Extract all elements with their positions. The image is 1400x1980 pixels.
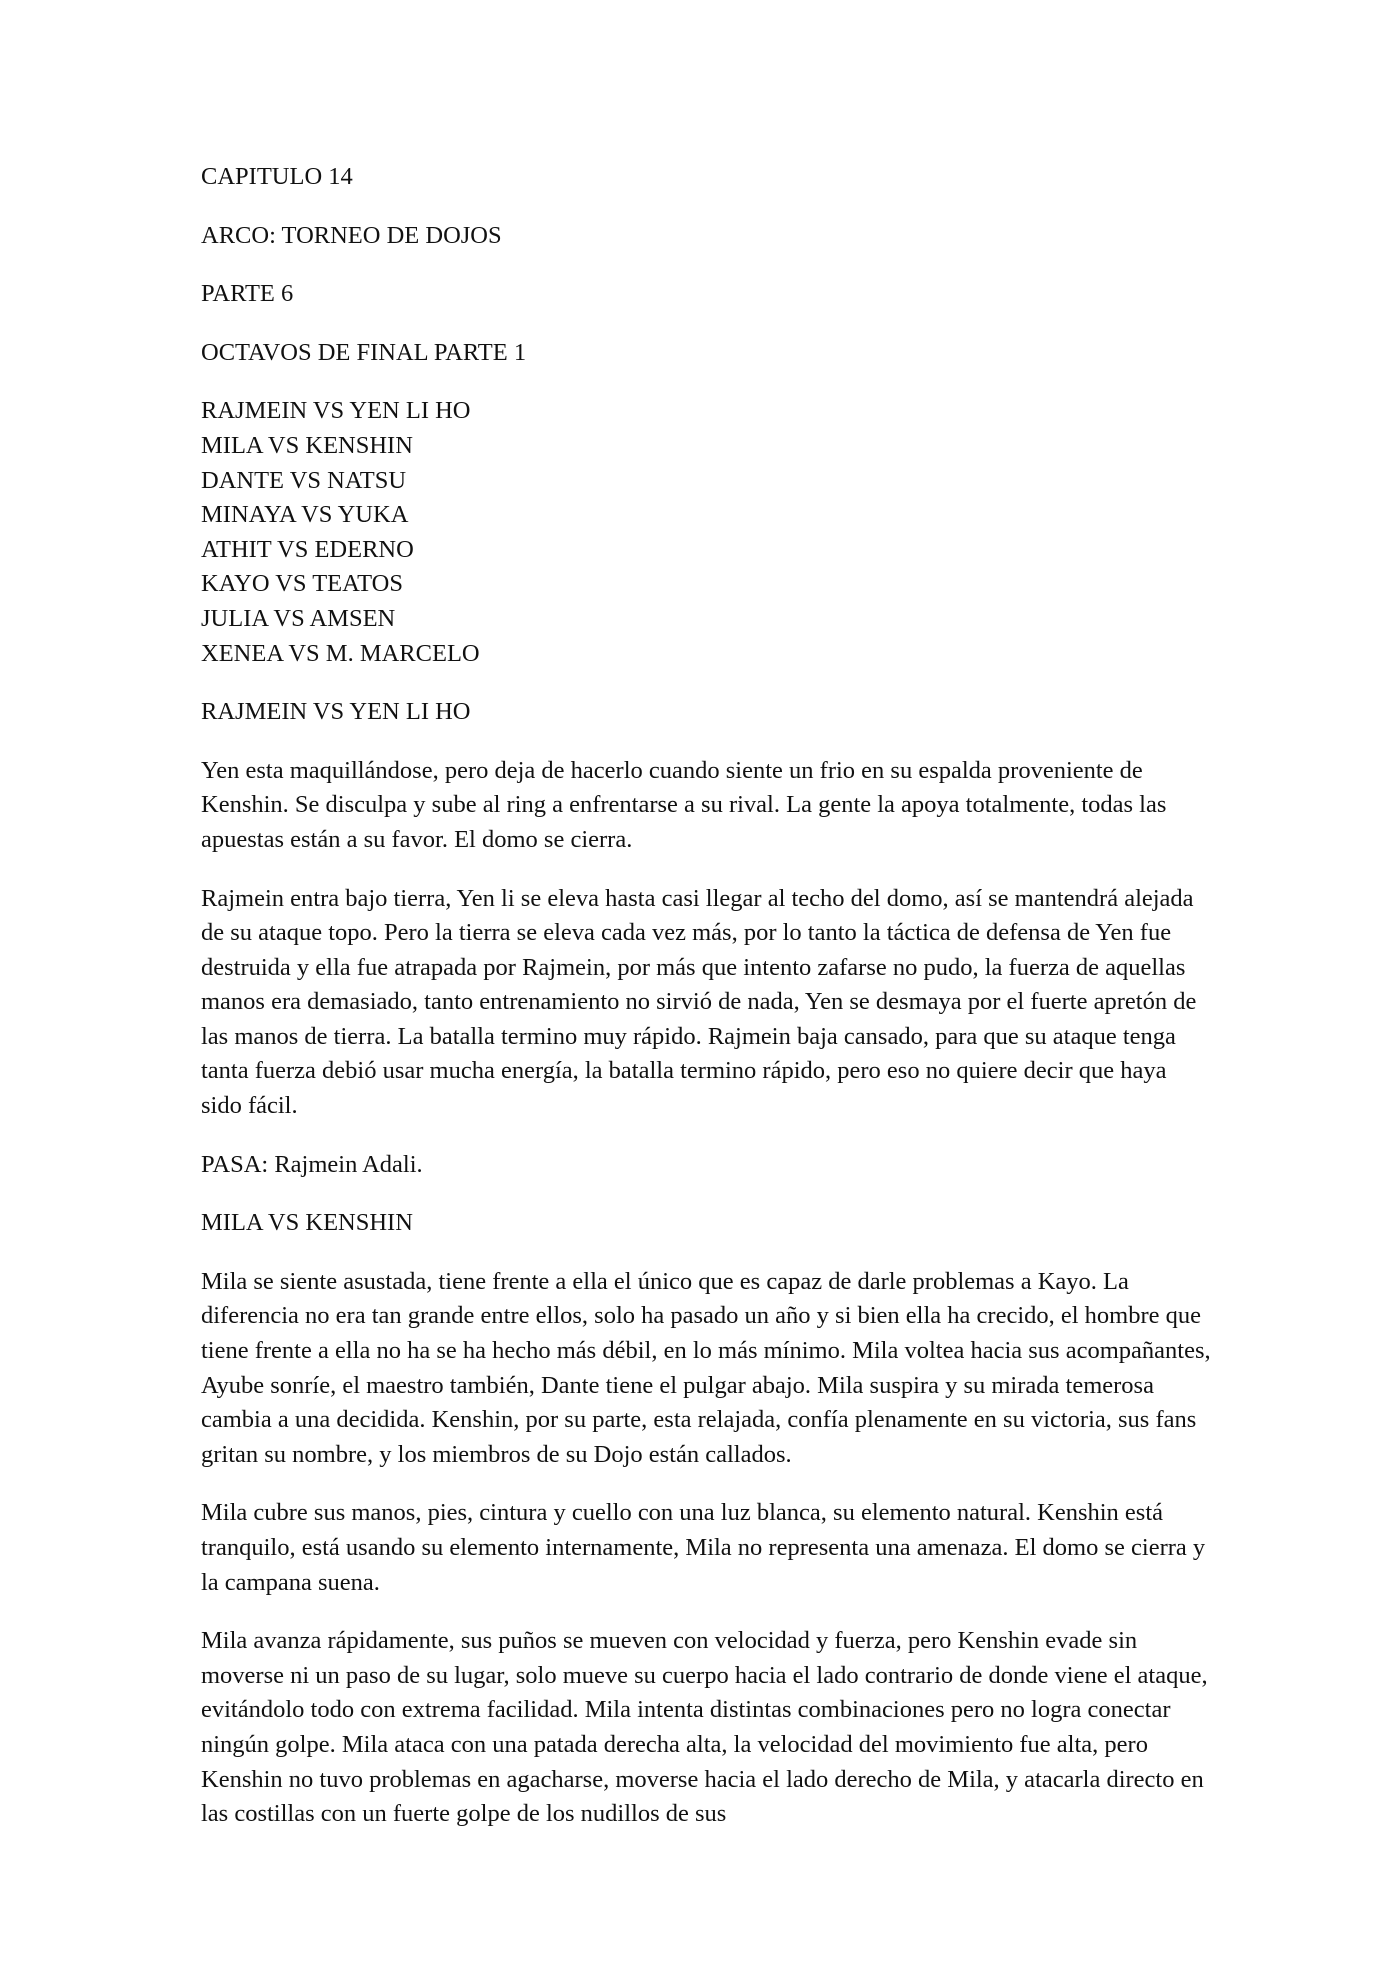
- paragraph: Rajmein entra bajo tierra, Yen li se eleva hasta casi llegar al techo del domo, así se mantendrá alejada de su ataque topo. Pero la tierra se eleva cada vez más, por lo tanto la táctica de defensa de Yen fue destruida y ella fue atrapada por Rajmein, por más que intento zafarse no pudo, la fuerza de aquellas manos era demasiado, tanto entrenamiento no sirvió de nada, Yen se desmaya por el fuerte apretón de las manos de tierra. La batalla termino muy rápido. Rajmein baja cansado, para que su ataque tenga tanta fuerza debió usar mucha energía, la batalla termino rápido, pero eso no quiere decir que haya sido fácil.: [201, 884, 1197, 1120]
- part-heading: PARTE 6: [201, 280, 294, 308]
- paragraph: Yen esta maquillándose, pero deja de hacerlo cuando siente un frio en su espalda proveniente de Kenshin. Se disculpa y sube al ring a enfrentarse a su rival. La gente la apoya totalmente, todas las apuestas están a su favor. El domo se cierra.: [201, 756, 1167, 853]
- list-item: JULIA VS AMSEN: [201, 604, 396, 632]
- list-item: RAJMEIN VS YEN LI HO: [201, 397, 471, 425]
- section-heading: OCTAVOS DE FINAL PARTE 1: [201, 338, 527, 366]
- fight-title-mila-kenshin: MILA VS KENSHIN: [201, 1209, 413, 1237]
- fight-title-rajmein-yen: RAJMEIN VS YEN LI HO: [201, 698, 471, 726]
- list-item: MILA VS KENSHIN: [201, 431, 413, 459]
- page-content: [201, 160, 1211, 1856]
- list-item: XENEA VS M. MARCELO: [201, 639, 480, 667]
- match-list: [201, 394, 1211, 671]
- fight-result: PASA: Rajmein Adali.: [201, 1150, 423, 1178]
- list-item: MINAYA VS YUKA: [201, 501, 409, 529]
- arc-heading: ARCO: TORNEO DE DOJOS: [201, 221, 502, 249]
- list-item: KAYO VS TEATOS: [201, 570, 403, 598]
- paragraph: Mila cubre sus manos, pies, cintura y cuello con una luz blanca, su elemento natural. Kenshin está tranquilo, está usando su elemento internamente, Mila no representa una amenaza. El domo se cierra y la campana suena.: [201, 1499, 1206, 1596]
- list-item: DANTE VS NATSU: [201, 466, 407, 494]
- list-item: ATHIT VS EDERNO: [201, 535, 414, 563]
- chapter-heading: CAPITULO 14: [201, 163, 353, 190]
- paragraph: Mila se siente asustada, tiene frente a ella el único que es capaz de darle problemas a Kayo. La diferencia no era tan grande entre ellos, solo ha pasado un año y si bien ella ha crecido, el hombre que tiene frente a ella no ha se ha hecho más débil, en lo más mínimo. Mila voltea hacia sus acompañantes, Ayube sonríe, el maestro también, Dante tiene el pulgar abajo. Mila suspira y su mirada temerosa cambia a una decidida. Kenshin, por su parte, esta relajada, confía plenamente en su victoria, sus fans gritan su nombre, y los miembros de su Dojo están callados.: [201, 1267, 1211, 1468]
- paragraph: Mila avanza rápidamente, sus puños se mueven con velocidad y fuerza, pero Kenshin evade sin moverse ni un paso de su lugar, solo mueve su cuerpo hacia el lado contrario de donde viene el ataque, evitándolo todo con extrema facilidad. Mila intenta distintas combinaciones pero no logra conectar ningún golpe. Mila ataca con una patada derecha alta, la velocidad del movimiento fue alta, pero Kenshin no tuvo problemas en agacharse, moverse hacia el lado derecho de Mila, y atacarla directo en las costillas con un fuerte golpe de los nudillos de sus: [201, 1627, 1208, 1828]
